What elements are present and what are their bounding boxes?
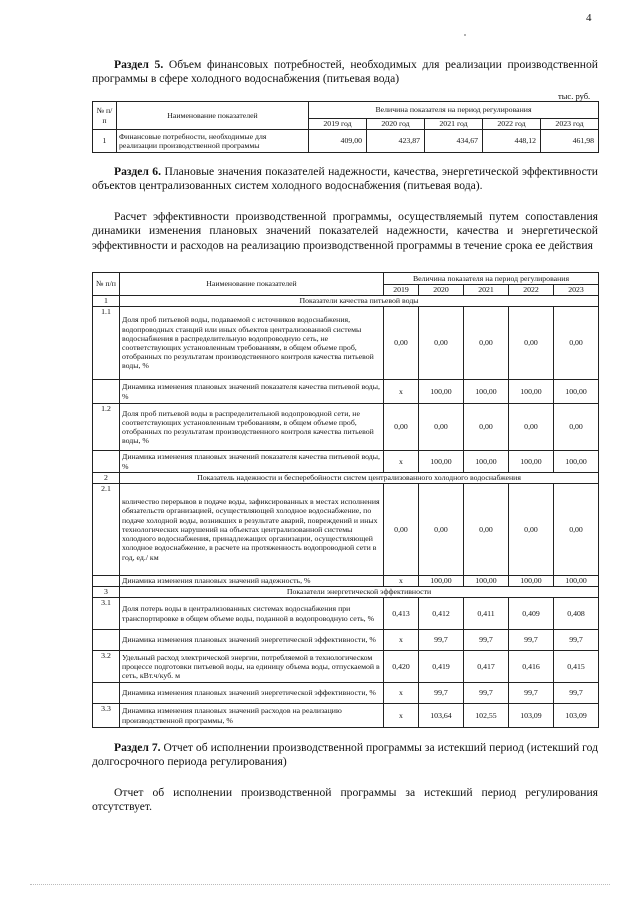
section6-paragraph: Расчет эффективности производственной программы, осуществляемый путем сопоставления динамики изменения плановых значений показателей надежности, качества и энергетической эффективности и расходов на реализацию производственной программы в течение срока ее действия (92, 210, 598, 252)
section-title: Показатель надежности и бесперебойности систем централизованного холодного водоснабжения (120, 473, 599, 484)
cell-value: 0,00 (554, 404, 599, 451)
row-name: Динамика изменения плановых значений показателя качества питьевой воды, % (120, 451, 384, 473)
row-name: Доля проб питьевой воды, подаваемой с источников водоснабжения, водопроводных станций или иных объектов централизованной системы водоснабжения в распределительную водопроводную сеть, не соответствующих установленным требованиям, в общем объеме проб, отобранных по результатам производственного контроля качества питьевой воды, % (120, 307, 384, 380)
cell-value: 100,00 (509, 451, 554, 473)
cell-value: x (384, 380, 419, 404)
cell-value: 99,7 (554, 683, 599, 704)
row-name: Динамика изменения плановых значений расходов на реализацию производственной программы, % (120, 704, 384, 728)
cell-value: 448,12 (483, 130, 541, 153)
cell-value: 0,00 (384, 404, 419, 451)
cell-value: 100,00 (554, 451, 599, 473)
row-number (93, 451, 120, 473)
table-row (93, 651, 599, 683)
cell-value: 461,98 (541, 130, 599, 153)
row-number: 1 (93, 130, 117, 153)
table-row (93, 598, 599, 630)
section-row (93, 473, 599, 484)
cell-value: 0,00 (464, 307, 509, 380)
cell-value: 0,00 (509, 484, 554, 576)
section-number: 1 (93, 296, 120, 307)
cell-value: 103,09 (509, 704, 554, 728)
row-number: 3.3 (93, 704, 120, 728)
year-header: 2022 год (483, 119, 541, 130)
table-row (93, 484, 599, 576)
table-row (93, 130, 599, 153)
section-title: Показатели энергетической эффективности (120, 587, 599, 598)
year-header: 2023 (554, 285, 599, 296)
row-name: Динамика изменения плановых значений энергетической эффективности, % (120, 630, 384, 651)
section-row (93, 587, 599, 598)
section6-text: Плановые значения показателей надежности, качества, энергетической эффективности объектов централизованных систем холодного водоснабжения (питьевая вода). (92, 165, 598, 193)
cell-value: 0,419 (419, 651, 464, 683)
year-header: 2020 год (367, 119, 425, 130)
cell-value: 0,413 (384, 598, 419, 630)
table-row (93, 451, 599, 473)
cell-value: 0,00 (509, 404, 554, 451)
row-number: 3.2 (93, 651, 120, 683)
row-number: 1.1 (93, 307, 120, 380)
section7-heading (92, 741, 598, 770)
cell-value: x (384, 630, 419, 651)
cell-value: 99,7 (419, 683, 464, 704)
cell-value: 0,00 (509, 307, 554, 380)
cell-value: 0,00 (464, 404, 509, 451)
financial-needs-table (92, 101, 599, 153)
section-title: Показатели качества питьевой воды (120, 296, 599, 307)
section7-text: Отчет об исполнении производственной программы за истекший период (истекший год долгосрочного периода регулирования) (92, 741, 599, 769)
units-label: тыс. руб. (558, 91, 591, 101)
row-number (93, 576, 120, 587)
row-name: Доля потерь воды в централизованных системах водоснабжения при транспортировке в общем объеме воды, поданной в водопроводную сеть, % (120, 598, 384, 630)
cell-value: 0,00 (554, 484, 599, 576)
row-number: 2.1 (93, 484, 120, 576)
row-number (93, 630, 120, 651)
cell-value: 99,7 (554, 630, 599, 651)
section7-paragraph: Отчет об исполнении производственной программы за истекший период регулирования отсутствует. (92, 786, 598, 814)
page-number: 4 (586, 12, 592, 24)
year-header: 2022 (509, 285, 554, 296)
year-header: 2019 год (309, 119, 367, 130)
cell-value: 99,7 (509, 683, 554, 704)
cell-value: 100,00 (509, 576, 554, 587)
year-header: 2023 год (541, 119, 599, 130)
cell-value: x (384, 451, 419, 473)
row-number: 3.1 (93, 598, 120, 630)
year-header: 2021 (464, 285, 509, 296)
row-name: Динамика изменения плановых значений показателя качества питьевой воды, % (120, 380, 384, 404)
cell-value: 0,00 (419, 307, 464, 380)
cell-value: x (384, 704, 419, 728)
col-name-header: Наименование показателей (117, 102, 309, 130)
section6-title: Раздел 6. (114, 165, 161, 178)
row-name: Финансовые потребности, необходимые для реализации производственной программы (117, 130, 309, 153)
section7-title: Раздел 7. (114, 741, 161, 754)
cell-value: 100,00 (464, 576, 509, 587)
col-group-header: Величина показателя на период регулирования (309, 102, 599, 119)
table-row (93, 404, 599, 451)
cell-value: 0,409 (509, 598, 554, 630)
col-group-header: Величина показателя на период регулирования (384, 273, 599, 285)
year-header: 2019 (384, 285, 419, 296)
cell-value: 0,00 (384, 484, 419, 576)
row-number: 1.2 (93, 404, 120, 451)
row-number (93, 380, 120, 404)
cell-value: 0,00 (384, 307, 419, 380)
cell-value: 0,00 (464, 484, 509, 576)
row-name: количество перерывов в подаче воды, зафиксированных в местах исполнения обязательств организацией, осуществляющей холодное водоснабжение, по подаче холодной воды, возникших в результате аварий, повреждений и иных технологических нарушений на объектах централизованной системы холодного водоснабжения, принадлежащих организации, осуществляющей холодное водоснабжение, в расчете на протяженность водопроводной сети в год, ед./ км (120, 484, 384, 576)
year-header: 2020 (419, 285, 464, 296)
cell-value: 100,00 (419, 451, 464, 473)
table-row (93, 704, 599, 728)
cell-value: 103,64 (419, 704, 464, 728)
cell-value: 0,420 (384, 651, 419, 683)
table-row (93, 630, 599, 651)
col-number-header: № п/п (93, 273, 120, 296)
col-number-header: № п/п (93, 102, 117, 130)
section5-text: Объем финансовых потребностей, необходимых для реализации производственной программы в сфере холодного водоснабжения (питьевая вода) (92, 58, 598, 86)
cell-value: 100,00 (554, 380, 599, 404)
indicators-table (92, 272, 599, 728)
cell-value: 0,412 (419, 598, 464, 630)
table-row (93, 576, 599, 587)
cell-value: 99,7 (419, 630, 464, 651)
cell-value: 0,00 (419, 484, 464, 576)
scan-speck (464, 34, 466, 36)
cell-value: 0,00 (554, 307, 599, 380)
cell-value: x (384, 576, 419, 587)
row-name: Удельный расход электрической энергии, потребляемой в технологическом процессе подготовки питьевой воды, на единицу объема воды, отпускаемой в сеть, кВт.ч/куб. м (120, 651, 384, 683)
section-row (93, 296, 599, 307)
section-number: 3 (93, 587, 120, 598)
col-name-header: Наименование показателей (120, 273, 384, 296)
cell-value: 100,00 (464, 380, 509, 404)
row-number (93, 683, 120, 704)
section5-heading (92, 58, 598, 87)
row-name: Доля проб питьевой воды в распределительной водопроводной сети, не соответствующих установленным требованиям, в общем объеме проб, отобранных по результатам производственного контроля качества питьевой воды, % (120, 404, 384, 451)
cell-value: 102,55 (464, 704, 509, 728)
cell-value: 0,417 (464, 651, 509, 683)
cell-value: 99,7 (464, 630, 509, 651)
cell-value: 434,67 (425, 130, 483, 153)
cell-value: 100,00 (509, 380, 554, 404)
cell-value: 0,00 (419, 404, 464, 451)
year-header: 2021 год (425, 119, 483, 130)
cell-value: 0,408 (554, 598, 599, 630)
section6-heading (92, 165, 598, 194)
table-row (93, 683, 599, 704)
table-row (93, 307, 599, 380)
cell-value: 0,411 (464, 598, 509, 630)
cell-value: 423,87 (367, 130, 425, 153)
cell-value: 99,7 (464, 683, 509, 704)
cell-value: 0,416 (509, 651, 554, 683)
cell-value: 100,00 (419, 380, 464, 404)
table-row (93, 380, 599, 404)
row-name: Динамика изменения плановых значений энергетической эффективности, % (120, 683, 384, 704)
row-name: Динамика изменения плановых значений надежность, % (120, 576, 384, 587)
cell-value: 103,09 (554, 704, 599, 728)
cell-value: 100,00 (419, 576, 464, 587)
section5-title: Раздел 5. (114, 58, 164, 71)
cell-value: 0,415 (554, 651, 599, 683)
cell-value: 100,00 (464, 451, 509, 473)
cell-value: 409,00 (309, 130, 367, 153)
cell-value: 99,7 (509, 630, 554, 651)
section-number: 2 (93, 473, 120, 484)
cell-value: x (384, 683, 419, 704)
scan-bottom-edge (30, 884, 610, 885)
cell-value: 100,00 (554, 576, 599, 587)
